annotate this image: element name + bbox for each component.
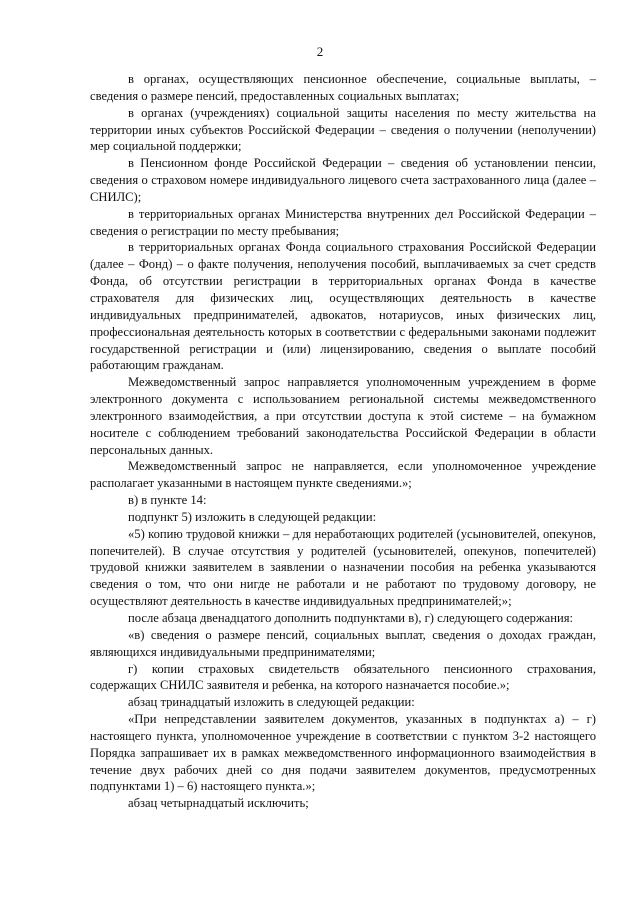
paragraph: в органах (учреждениях) социальной защиты населения по месту жительства на территории иных субъектов Российской Федерации – сведения о получении (неполучении) мер социальной поддержки; (90, 105, 596, 154)
paragraph: «5) копию трудовой книжки – для неработающих родителей (усыновителей, опекунов, попечителей). В случае отсутствия у родителей (усыновителей, опекунов, попечителей) трудовой книжки заявителем в заявлении о назначении пособия на ребенка указываются сведения о том, что они нигде не работали и не работают по трудовому договору, не осуществляют деятельность в качестве индивидуальных предпринимателей;»; (90, 526, 596, 609)
paragraph: «в) сведения о размере пенсий, социальных выплат, сведения о доходах граждан, являющихся индивидуальными предпринимателями; (90, 627, 596, 659)
paragraph: Межведомственный запрос не направляется, если уполномоченное учреждение располагает указанными в настоящем пункте сведениями.»; (90, 459, 596, 491)
paragraph: подпункт 5) изложить в следующей редакции: (128, 509, 377, 524)
page-number: 2 (316, 44, 324, 59)
paragraph: в) в пункте 14: (128, 493, 207, 508)
paragraph: абзац четырнадцатый исключить; (128, 796, 309, 811)
paragraph: в Пенсионном фонде Российской Федерации – сведения об установлении пенсии, сведения о страховом номере индивидуального лицевого счета застрахованного лица (далее – СНИЛС); (90, 156, 596, 204)
paragraph: в органах, осуществляющих пенсионное обеспечение, социальные выплаты, – сведения о размере пенсий, предоставленных социальных выплатах; (90, 72, 596, 103)
paragraph: Межведомственный запрос направляется уполномоченным учреждением в форме электронного документа с использованием региональной системы межведомственного электронного взаимодействия, а при отсутствии доступа к этой системе – на бумажном носителе с соблюдением требований законодательства Российской Федерации в области персональных данных. (90, 375, 596, 457)
document-body (90, 71, 596, 812)
paragraph: г) копии страховых свидетельств обязательного пенсионного страхования, содержащих СНИЛС заявителя и ребенка, на которого назначается пособие.»; (90, 661, 596, 693)
paragraph: абзац тринадцатый изложить в следующей редакции: (128, 695, 415, 710)
paragraph: в территориальных органах Министерства внутренних дел Российской Федерации – сведения о регистрации по месту пребывания; (90, 206, 596, 238)
paragraph: «При непредставлении заявителем документов, указанных в подпунктах а) – г) настоящего пункта, уполномоченное учреждение в соответствии с пунктом 3-2 настоящего Порядка запрашивает их в рамках межведомственного информационного взаимодействия в течение двух рабочих дней со дня подачи заявителем документов, предусмотренных подпунктами 1) – 6) настоящего пункта.»; (90, 712, 596, 794)
paragraph: в территориальных органах Фонда социального страхования Российской Федерации (далее – Фонд) – о факте получения, неполучения пособий, выплачиваемых за счет средств Фонда, об отсутствии регистрации в территориальных органах Фонда в качестве страхователя для физических лиц, осуществляющих деятельность в качестве индивидуальных предпринимателей, адвокатов, нотариусов, иных физических лиц, профессиональная деятельность которых в соответствии с федеральными законами подлежит государственной регистрации и (или) лицензированию, сведения о выплате пособий работающим гражданам. (90, 240, 596, 373)
paragraph: после абзаца двенадцатого дополнить подпунктами в), г) следующего содержания: (128, 611, 574, 625)
